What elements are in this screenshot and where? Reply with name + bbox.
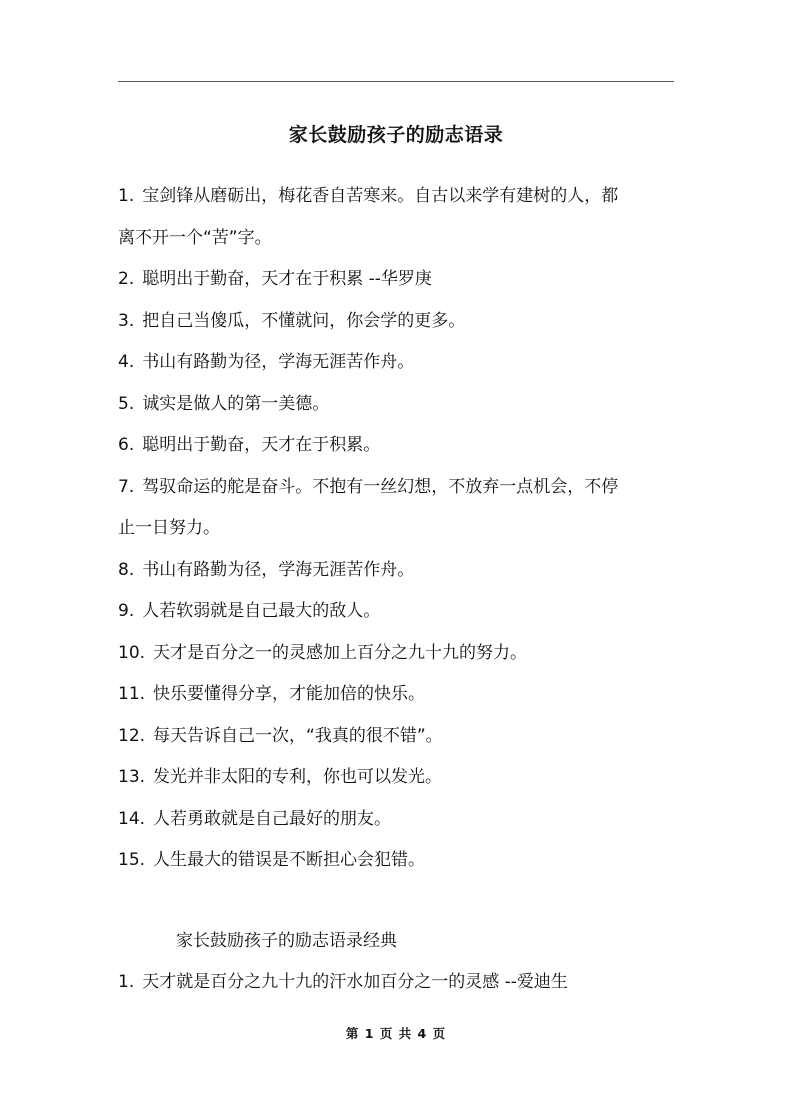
item-number: 12. (118, 725, 146, 746)
item-text-continued: 止一日努力。 (118, 518, 220, 538)
list-item (118, 467, 678, 550)
item-text: 诚实是做人的第一美德。 (142, 393, 330, 414)
list-item (118, 425, 678, 467)
item-number: 3. (118, 310, 135, 331)
list-item (118, 550, 678, 592)
item-text-continued: 离不开一个“苦”字。 (118, 227, 272, 248)
item-text: 快乐要懂得分享，才能加倍的快乐。 (153, 684, 426, 704)
item-number: 9. (118, 601, 135, 621)
item-number: 6. (118, 435, 135, 455)
item-number: 2. (118, 269, 135, 289)
list-item (118, 259, 678, 301)
header-divider (118, 81, 674, 82)
item-text: 书山有路勤为径，学海无涯苦作舟。 (142, 352, 415, 372)
item-number: 1. (118, 972, 135, 992)
item-text: 聪明出于勤奋，天才在于积累。 (142, 435, 381, 455)
section-subtitle: 家长鼓励孩子的励志语录经典 (176, 931, 397, 951)
list-item (118, 342, 678, 384)
list-item (118, 591, 678, 633)
item-text: 每天告诉自己一次，“我真的很不错”。 (153, 725, 443, 746)
list-item (118, 633, 678, 675)
item-text: 天才就是百分之九十九的汗水加百分之一的灵感 --爱迪生 (142, 972, 568, 992)
item-text: 人生最大的错误是不断担心会犯错。 (153, 850, 426, 870)
item-number: 14. (118, 808, 146, 829)
list-item (118, 301, 678, 343)
quote-list (118, 176, 678, 882)
item-number: 7. (118, 476, 135, 497)
list-item (118, 962, 678, 1004)
section2-quote-list (118, 962, 678, 1004)
item-text: 聪明出于勤奋，天才在于积累 --华罗庚 (142, 269, 432, 289)
item-number: 10. (118, 642, 146, 663)
item-text: 天才是百分之一的灵感加上百分之九十九的努力。 (153, 642, 528, 663)
list-item (118, 840, 678, 882)
item-text: 发光并非太阳的专利，你也可以发光。 (153, 767, 443, 787)
list-item (118, 176, 678, 259)
item-number: 15. (118, 850, 146, 870)
list-item (118, 674, 678, 716)
item-text: 驾驭命运的舵是奋斗。不抱有一丝幻想，不放弃一点机会，不停 (142, 476, 619, 497)
list-item (118, 757, 678, 799)
item-text: 把自己当傻瓜，不懂就问，你会学的更多。 (142, 310, 466, 331)
document-title: 家长鼓励孩子的励志语录 (288, 124, 504, 146)
item-text: 人若勇敢就是自己最好的朋友。 (153, 808, 392, 829)
list-item (118, 384, 678, 426)
item-number: 5. (118, 393, 135, 414)
item-text: 书山有路勤为径，学海无涯苦作舟。 (142, 559, 415, 580)
item-number: 1. (118, 186, 135, 206)
page-number-footer: 第 1 页 共 4 页 (345, 1026, 447, 1041)
item-text: 宝剑锋从磨砺出，梅花香自苦寒来。自古以来学有建树的人，都 (142, 186, 619, 206)
item-number: 4. (118, 352, 135, 372)
item-text: 人若软弱就是自己最大的敌人。 (142, 601, 381, 621)
list-item (118, 716, 678, 758)
item-number: 11. (118, 684, 146, 704)
item-number: 8. (118, 559, 135, 580)
item-number: 13. (118, 767, 146, 787)
list-item (118, 799, 678, 841)
